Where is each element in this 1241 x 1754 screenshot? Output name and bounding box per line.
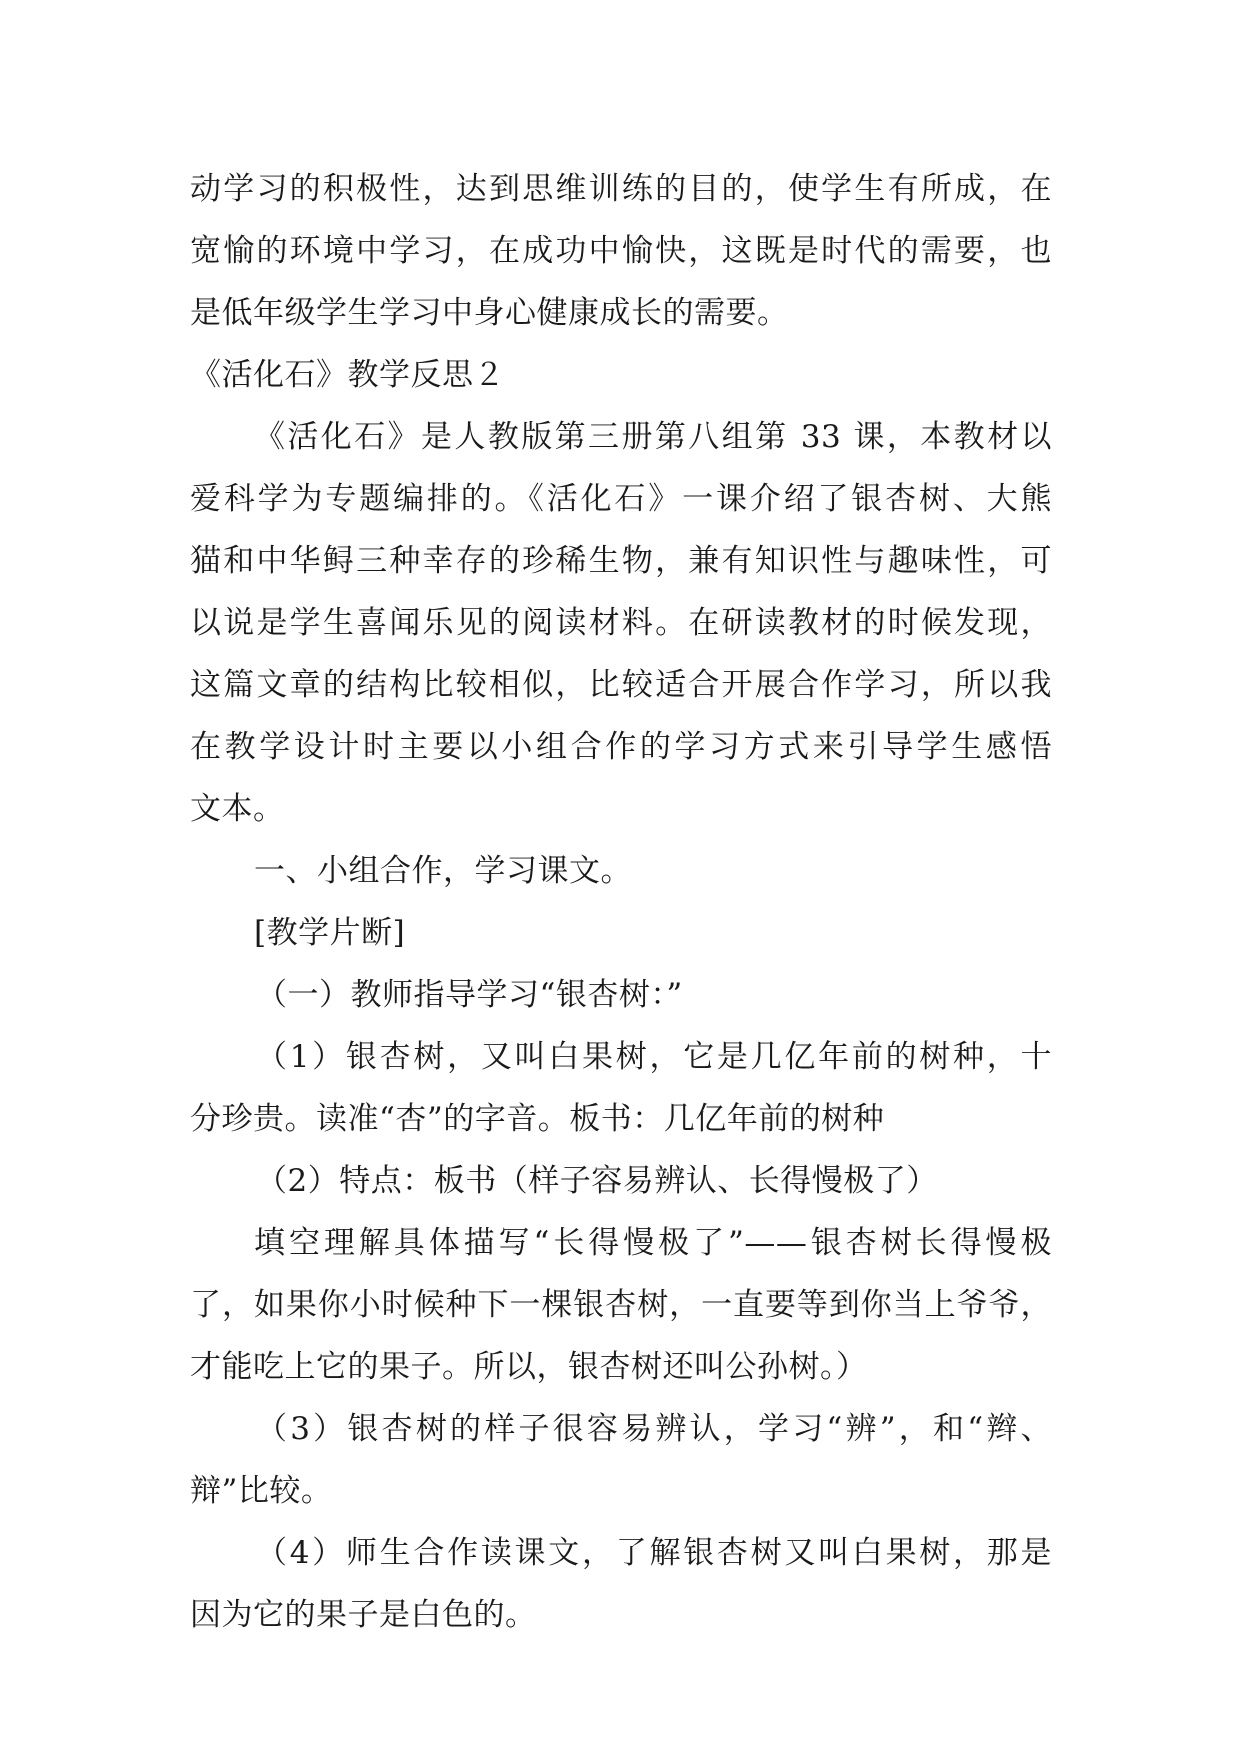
text-line: 这篇文章的结构比较相似，比较适合开展合作学习，所以我 — [190, 667, 1052, 703]
text-line: （2）特点：板书（样子容易辨认、长得慢极了） — [256, 1163, 938, 1199]
text-line: 文本。 — [190, 791, 285, 827]
text-line: 分珍贵。读准“杏”的字音。板书：几亿年前的树种 — [190, 1101, 885, 1137]
document-body — [190, 158, 1052, 1646]
section-heading: 《活化石》教学反思２ — [190, 357, 505, 393]
text-line: 猫和中华鲟三种幸存的珍稀生物，兼有知识性与趣味性，可 — [190, 543, 1052, 579]
text-line: 爱科学为专题编排的。《活化石》一课介绍了银杏树、大熊 — [190, 481, 1052, 517]
text-line: 在教学设计时主要以小组合作的学习方式来引导学生感悟 — [190, 729, 1052, 765]
text-line: 了，如果你小时候种下一棵银杏树，一直要等到你当上爷爷， — [190, 1287, 1052, 1323]
text-line: 动学习的积极性，达到思维训练的目的，使学生有所成，在 — [190, 171, 1052, 207]
text-line: 因为它的果子是白色的。 — [190, 1597, 537, 1633]
text-line: 辩”比较。 — [190, 1473, 333, 1509]
text-line: 以说是学生喜闻乐见的阅读材料。在研读教材的时候发现， — [190, 605, 1052, 641]
text-line: 才能吃上它的果子。所以，银杏树还叫公孙树。） — [190, 1349, 868, 1385]
text-line: 是低年级学生学习中身心健康成长的需要。 — [190, 295, 789, 331]
subheading: 一、小组合作，学习课文。 — [254, 853, 632, 889]
text-line: （3）银杏树的样子很容易辨认，学习“辨”，和“辫、 — [256, 1411, 1052, 1447]
text-line: 宽愉的环境中学习，在成功中愉快，这既是时代的需要，也 — [190, 233, 1052, 269]
text-line: （一）教师指导学习“银杏树：” — [256, 977, 683, 1013]
text-line: （4）师生合作读课文，了解银杏树又叫白果树，那是 — [256, 1535, 1052, 1571]
text-line: （1）银杏树，又叫白果树，它是几亿年前的树种，十 — [256, 1039, 1052, 1075]
text-line: 《活化石》是人教版第三册第八组第 33 课，本教材以 — [254, 419, 1052, 455]
text-line: 填空理解具体描写“长得慢极了”——银杏树长得慢极 — [254, 1225, 1052, 1261]
text-line: [教学片断] — [254, 915, 406, 951]
